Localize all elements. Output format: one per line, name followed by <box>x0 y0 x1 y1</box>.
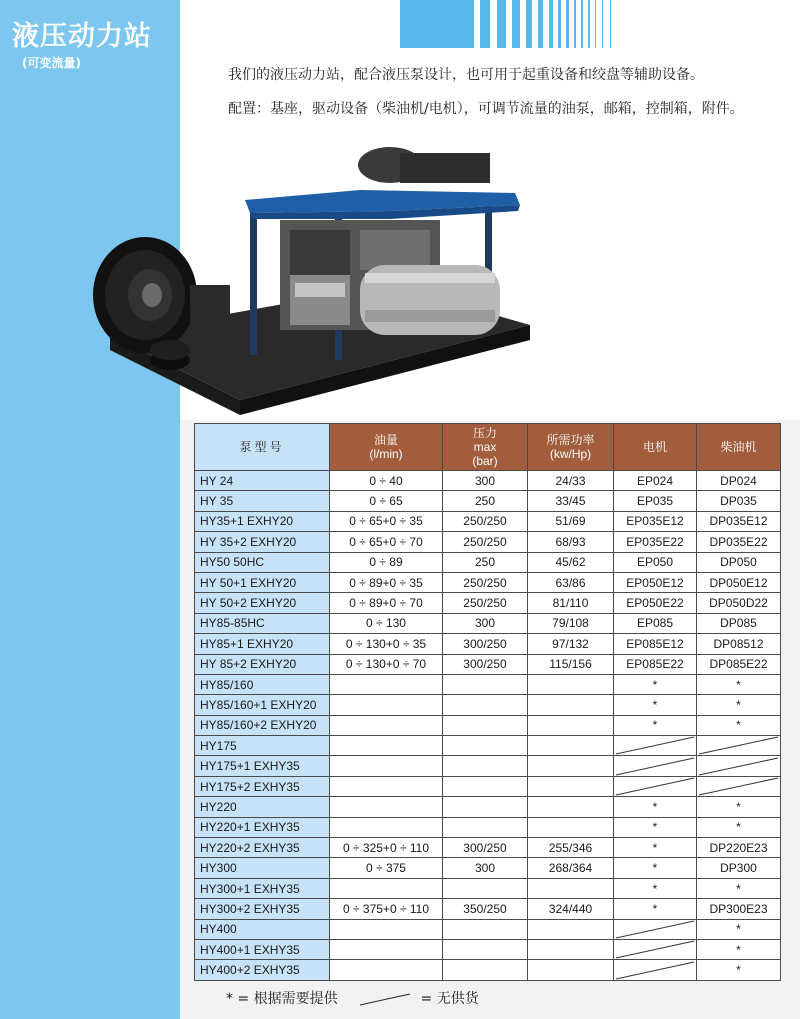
table-cell: 0 ÷ 375+0 ÷ 110 <box>330 899 443 919</box>
table-cell: 45/62 <box>528 552 614 572</box>
table-cell: 250 <box>443 552 528 572</box>
table-cell <box>443 817 528 837</box>
legend <box>226 988 479 1008</box>
table-cell: 324/440 <box>528 899 614 919</box>
table-row <box>195 491 781 511</box>
model-cell: HY175+1 EXHY35 <box>195 756 330 776</box>
not-available-cell <box>697 756 781 776</box>
slash-icon <box>697 777 780 796</box>
table-cell: 300 <box>443 471 528 491</box>
table-row <box>195 878 781 898</box>
table-cell: EP085E12 <box>614 634 697 654</box>
model-cell: HY175 <box>195 736 330 756</box>
table-cell <box>443 674 528 694</box>
table-cell: * <box>614 797 697 817</box>
header-text: (bar) <box>472 454 498 468</box>
table-cell: 97/132 <box>528 634 614 654</box>
table-cell: 0 ÷ 130+0 ÷ 70 <box>330 654 443 674</box>
model-cell: HY 85+2 EXHY20 <box>195 654 330 674</box>
table-cell: EP050 <box>614 552 697 572</box>
table-cell <box>528 756 614 776</box>
table-cell: 81/110 <box>528 593 614 613</box>
slash-icon <box>614 736 696 755</box>
header-text: 柴油机 <box>720 440 757 454</box>
table-cell <box>528 939 614 959</box>
table-cell <box>443 919 528 939</box>
intro-line-1: 我们的液压动力站，配合液压泵设计，也可用于起重设备和绞盘等辅助设备。 <box>228 67 704 83</box>
model-cell: HY300 <box>195 858 330 878</box>
table-row <box>195 654 781 674</box>
model-cell: HY50 50HC <box>195 552 330 572</box>
table-cell <box>528 960 614 980</box>
slash-icon <box>697 757 780 776</box>
model-cell: HY85/160+1 EXHY20 <box>195 695 330 715</box>
header-text: 泵型号 <box>239 440 285 454</box>
table-cell <box>443 960 528 980</box>
slash-icon <box>614 920 696 939</box>
page-title: 液压动力站 <box>12 21 152 52</box>
table-cell: * <box>697 878 781 898</box>
model-cell: HY 50+1 EXHY20 <box>195 572 330 592</box>
header-text: 所需功率 <box>546 433 595 447</box>
table-row <box>195 776 781 796</box>
table-cell: DP300E23 <box>697 899 781 919</box>
slash-symbol-icon <box>356 991 416 1007</box>
not-available-cell <box>614 736 697 756</box>
table-cell: 250/250 <box>443 532 528 552</box>
table-cell <box>443 715 528 735</box>
table-row <box>195 511 781 531</box>
table-cell: 63/86 <box>528 572 614 592</box>
hydraulic-power-unit-image <box>90 145 535 415</box>
table-cell: 350/250 <box>443 899 528 919</box>
table-body <box>195 471 781 981</box>
header-text: (kw/Hp) <box>549 447 592 461</box>
table-cell: 250/250 <box>443 593 528 613</box>
table-cell: 250/250 <box>443 511 528 531</box>
table-cell: 24/33 <box>528 471 614 491</box>
table-row <box>195 960 781 980</box>
table-cell <box>528 736 614 756</box>
model-cell: HY175+2 EXHY35 <box>195 776 330 796</box>
table-cell: 0 ÷ 89+0 ÷ 35 <box>330 572 443 592</box>
table-cell: 300/250 <box>443 634 528 654</box>
table-cell: * <box>614 695 697 715</box>
table-cell <box>443 939 528 959</box>
table-cell: 0 ÷ 130 <box>330 613 443 633</box>
model-cell: HY85+1 EXHY20 <box>195 634 330 654</box>
table-cell <box>528 674 614 694</box>
table-cell: * <box>697 797 781 817</box>
header-cell <box>697 424 781 471</box>
model-cell: HY85/160 <box>195 674 330 694</box>
table-cell: 0 ÷ 89+0 ÷ 70 <box>330 593 443 613</box>
model-cell: HY220 <box>195 797 330 817</box>
table-cell: DP050E12 <box>697 572 781 592</box>
table-cell: * <box>614 674 697 694</box>
table-cell: EP024 <box>614 471 697 491</box>
table-cell: 0 ÷ 375 <box>330 858 443 878</box>
table-cell: DP220E23 <box>697 838 781 858</box>
model-cell: HY220+1 EXHY35 <box>195 817 330 837</box>
slash-icon <box>614 940 696 959</box>
table-cell: EP050E22 <box>614 593 697 613</box>
table-cell: 0 ÷ 65+0 ÷ 35 <box>330 511 443 531</box>
model-cell: HY400+1 EXHY35 <box>195 939 330 959</box>
model-cell: HY 24 <box>195 471 330 491</box>
table-cell: * <box>614 838 697 858</box>
table-row <box>195 939 781 959</box>
table-cell <box>330 939 443 959</box>
slash-icon <box>614 757 696 776</box>
table-cell <box>330 960 443 980</box>
header-cell <box>528 424 614 471</box>
table-cell: 300/250 <box>443 838 528 858</box>
not-available-cell <box>697 776 781 796</box>
table-row <box>195 715 781 735</box>
table-row <box>195 695 781 715</box>
table-cell <box>330 797 443 817</box>
header-stripes <box>400 0 800 48</box>
table-row <box>195 471 781 491</box>
header-text: (l/min) <box>369 447 403 461</box>
table-cell: EP035E12 <box>614 511 697 531</box>
table-cell: DP085 <box>697 613 781 633</box>
table-cell: 0 ÷ 65+0 ÷ 70 <box>330 532 443 552</box>
intro-line-2: 配置：基座，驱动设备（柴油机/电机），可调节流量的油泵，邮箱，控制箱，附件。 <box>228 101 744 117</box>
table-cell: EP085 <box>614 613 697 633</box>
not-available-cell <box>614 776 697 796</box>
table-cell <box>443 736 528 756</box>
table-cell <box>528 919 614 939</box>
table-cell <box>528 776 614 796</box>
not-available-cell <box>614 919 697 939</box>
table-cell <box>528 695 614 715</box>
table-cell: 0 ÷ 89 <box>330 552 443 572</box>
model-cell: HY400 <box>195 919 330 939</box>
table-row <box>195 797 781 817</box>
table-row <box>195 736 781 756</box>
table-cell: EP035 <box>614 491 697 511</box>
spec-table <box>194 423 781 981</box>
table-cell: * <box>697 817 781 837</box>
header-text: 压力 <box>472 426 497 440</box>
table-cell: * <box>697 695 781 715</box>
table-cell: DP035 <box>697 491 781 511</box>
table-cell: * <box>697 939 781 959</box>
table-cell: * <box>697 960 781 980</box>
header-text: 电机 <box>642 440 667 454</box>
table-cell: 0 ÷ 325+0 ÷ 110 <box>330 838 443 858</box>
table-cell: DP300 <box>697 858 781 878</box>
model-cell: HY220+2 EXHY35 <box>195 838 330 858</box>
header-cell <box>330 424 443 471</box>
table-cell: 33/45 <box>528 491 614 511</box>
table-cell <box>330 736 443 756</box>
table-cell: DP085E22 <box>697 654 781 674</box>
table-cell: 268/364 <box>528 858 614 878</box>
table-row <box>195 674 781 694</box>
legend-unavailable: = 无供货 <box>420 991 479 1007</box>
header-cell <box>443 424 528 471</box>
not-available-cell <box>614 756 697 776</box>
table-cell: DP024 <box>697 471 781 491</box>
table-cell: * <box>697 674 781 694</box>
table-cell: * <box>697 715 781 735</box>
table-row <box>195 756 781 776</box>
table-cell: * <box>614 817 697 837</box>
table-cell <box>330 756 443 776</box>
table-cell: 255/346 <box>528 838 614 858</box>
table-cell <box>443 776 528 796</box>
table-cell <box>330 878 443 898</box>
table-cell: 68/93 <box>528 532 614 552</box>
model-cell: HY35+1 EXHY20 <box>195 511 330 531</box>
table-row <box>195 572 781 592</box>
model-cell: HY400+2 EXHY35 <box>195 960 330 980</box>
table-cell <box>330 715 443 735</box>
table-row <box>195 858 781 878</box>
table-cell: * <box>614 858 697 878</box>
model-cell: HY 35 <box>195 491 330 511</box>
table-row <box>195 899 781 919</box>
table-cell: DP050 <box>697 552 781 572</box>
not-available-cell <box>614 939 697 959</box>
table-cell <box>528 797 614 817</box>
table-cell: 0 ÷ 40 <box>330 471 443 491</box>
header-text: 油量 <box>373 433 398 447</box>
table-cell <box>443 878 528 898</box>
table-cell: * <box>614 715 697 735</box>
model-cell: HY85/160+2 EXHY20 <box>195 715 330 735</box>
table-cell: 300 <box>443 613 528 633</box>
slash-icon <box>697 736 780 755</box>
slash-icon <box>614 777 696 796</box>
table-cell <box>330 919 443 939</box>
header-cell <box>195 424 330 471</box>
table-cell: * <box>697 919 781 939</box>
table-cell: 51/69 <box>528 511 614 531</box>
table-cell <box>443 756 528 776</box>
page-subtitle: (可变流量) <box>22 56 81 70</box>
not-available-cell <box>697 736 781 756</box>
table-row <box>195 838 781 858</box>
table-cell <box>528 878 614 898</box>
table-cell <box>443 797 528 817</box>
table-row <box>195 634 781 654</box>
table-cell: 0 ÷ 65 <box>330 491 443 511</box>
table-cell: EP050E12 <box>614 572 697 592</box>
header-cell <box>614 424 697 471</box>
table-cell <box>330 695 443 715</box>
table-cell: * <box>614 878 697 898</box>
table-cell <box>528 817 614 837</box>
table-row <box>195 919 781 939</box>
slash-icon <box>614 961 696 980</box>
model-cell: HY85-85HC <box>195 613 330 633</box>
table-cell: 250/250 <box>443 572 528 592</box>
table-cell: EP085E22 <box>614 654 697 674</box>
table-cell <box>443 695 528 715</box>
table-cell: DP050D22 <box>697 593 781 613</box>
model-cell: HY300+2 EXHY35 <box>195 899 330 919</box>
header-text: max <box>473 440 497 454</box>
table-cell: DP035E12 <box>697 511 781 531</box>
table-cell: 79/108 <box>528 613 614 633</box>
table-cell: DP08512 <box>697 634 781 654</box>
not-available-cell <box>614 960 697 980</box>
table-cell <box>528 715 614 735</box>
table-row <box>195 552 781 572</box>
table-row <box>195 532 781 552</box>
table-cell: * <box>614 899 697 919</box>
table-cell: 300 <box>443 858 528 878</box>
table-cell: 250 <box>443 491 528 511</box>
model-cell: HY 35+2 EXHY20 <box>195 532 330 552</box>
table-row <box>195 613 781 633</box>
table-cell: DP035E22 <box>697 532 781 552</box>
model-cell: HY 50+2 EXHY20 <box>195 593 330 613</box>
table-header-row <box>195 424 781 471</box>
table-cell: 300/250 <box>443 654 528 674</box>
table-cell <box>330 817 443 837</box>
table-row <box>195 817 781 837</box>
table-cell: 0 ÷ 130+0 ÷ 35 <box>330 634 443 654</box>
table-cell <box>330 776 443 796</box>
table-cell <box>330 674 443 694</box>
model-cell: HY300+1 EXHY35 <box>195 878 330 898</box>
table-cell: EP035E22 <box>614 532 697 552</box>
table-row <box>195 593 781 613</box>
legend-provided: * = 根据需要提供 <box>226 991 338 1007</box>
table-cell: 115/156 <box>528 654 614 674</box>
